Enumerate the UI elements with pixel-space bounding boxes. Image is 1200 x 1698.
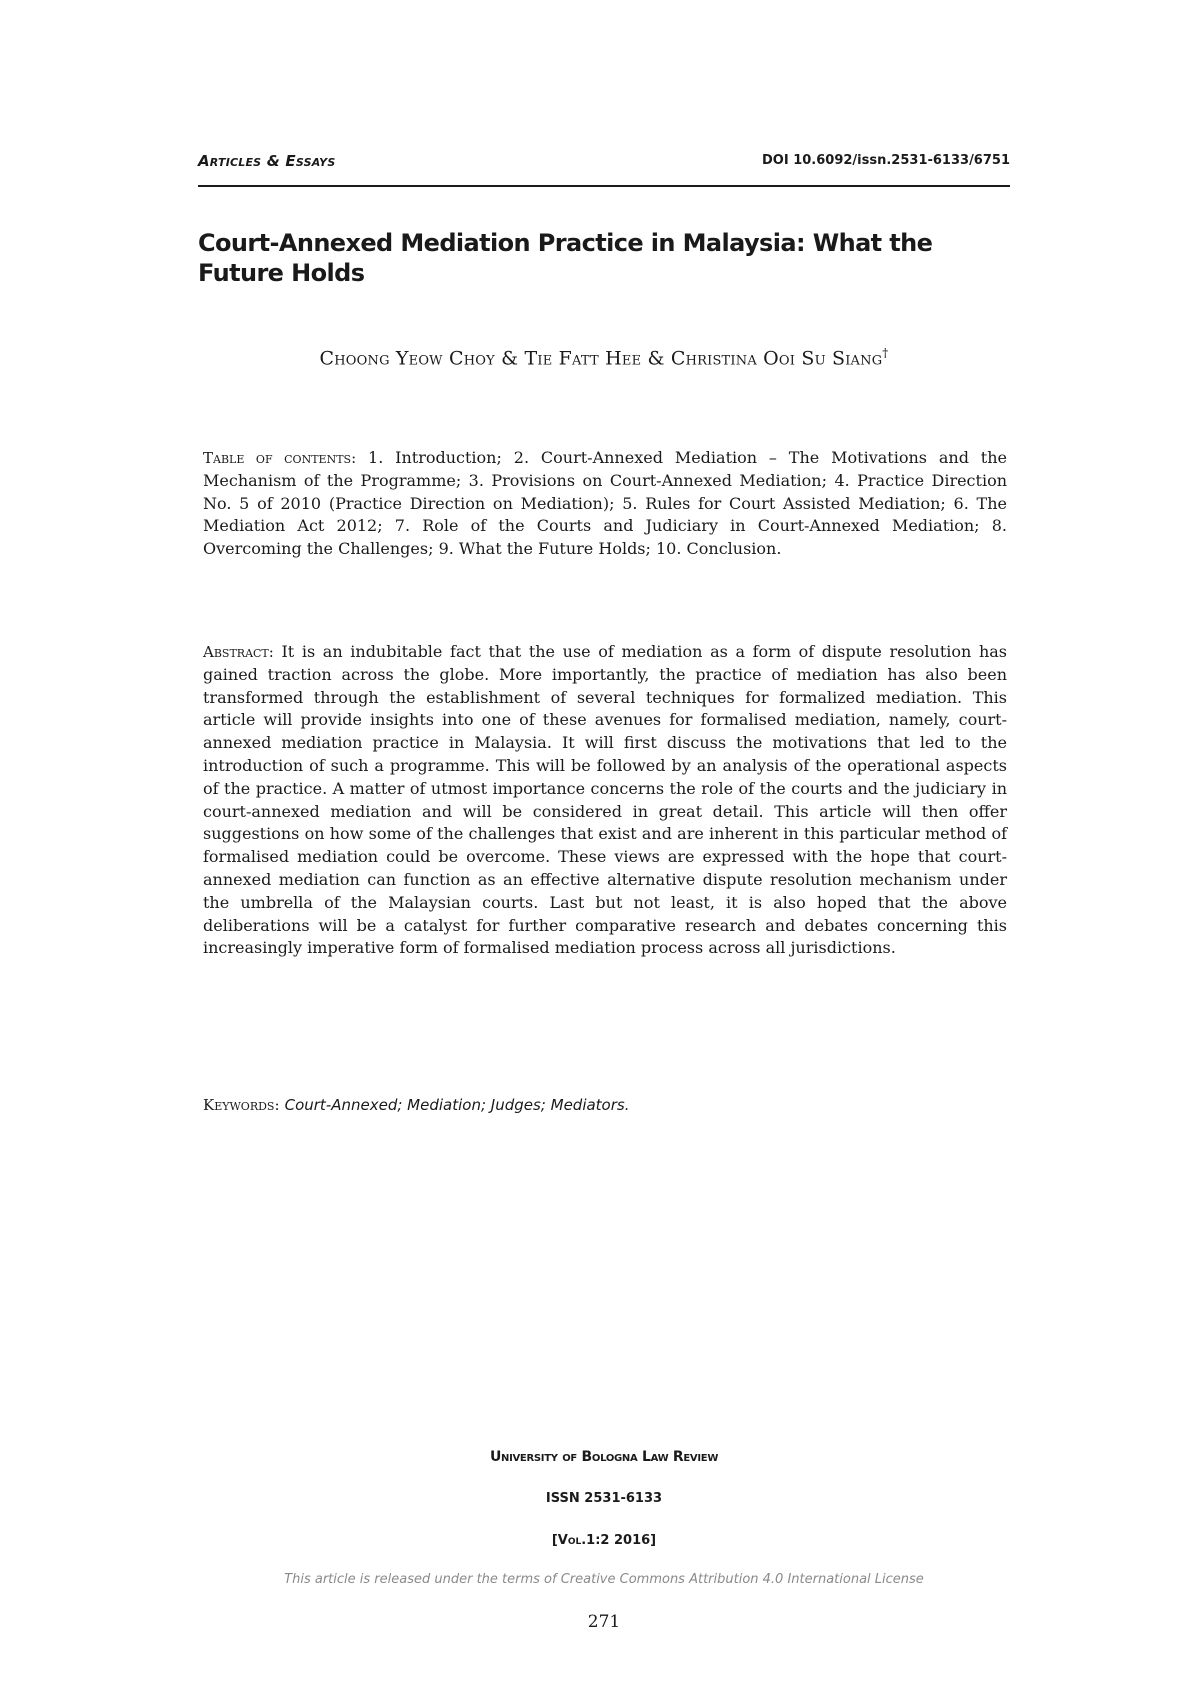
license-notice: This article is released under the terms of Creative Commons Attribution 4.0 International License <box>284 1572 924 1587</box>
abstract <box>203 641 1007 960</box>
keywords-label: Keywords: <box>203 1096 280 1114</box>
table-of-contents <box>203 447 1007 561</box>
article-title: Court-Annexed Mediation Practice in Malaysia: What the Future Holds <box>198 229 933 287</box>
page-number: 271 <box>587 1612 621 1632</box>
section-label: Articles & Essays <box>198 152 336 170</box>
journal-volume: [Vol.1:2 2016] <box>551 1533 657 1548</box>
abstract-text: It is an indubitable fact that the use of mediation as a form of dispute resolution has gained traction across the globe. More importantly, the practice of mediation has also been transformed through the establishment of several techniques for formalized mediation. This article will provide insights into one of these avenues for formalised mediation, namely, court-annexed mediation practice in Malaysia. It will first discuss the motivations that led to the introduction of such a programme. This will be followed by an analysis of the operational aspects of the practice. A matter of utmost importance concerns the role of the courts and the judiciary in court-annexed mediation and will be considered in great detail. This article will then offer suggestions on how some of the challenges that exist and are inherent in this particular method of formalised mediation could be overcome. These views are expressed with the hope that court-annexed mediation can function as an effective alternative dispute resolution mechanism under the umbrella of the Malaysian courts. Last but not least, it is also hoped that the above deliberations will be a catalyst for further comparative research and debates concerning this increasingly imperative form of formalised mediation process across all jurisdictions. <box>203 642 1007 958</box>
abstract-label: Abstract: <box>203 643 274 661</box>
author-line <box>198 346 1010 369</box>
toc-text: 1. Introduction; 2. Court-Annexed Mediation – The Motivations and the Mechanism of the Programme; 3. Provisions on Court-Annexed Mediation; 4. Practice Direction No. 5 of 2010 (Practice Direction on Mediation); 5. Rules for Court Assisted Mediation; 6. The Mediation Act 2012; 7. Role of the Courts and Judiciary in Court-Annexed Mediation; 8. Overcoming the Challenges; 9. What the Future Holds; 10. Conclusion. <box>203 448 1008 559</box>
keywords-values: Court-Annexed; Mediation; Judges; Mediators. <box>284 1096 630 1114</box>
header-divider <box>198 185 1010 187</box>
running-header <box>198 150 1010 180</box>
toc-label: Table of contents: <box>203 449 357 467</box>
author-names: Choong Yeow Choy & Tie Fatt Hee & Christina Ooi Su Siang <box>319 347 883 370</box>
keywords <box>203 1094 1007 1117</box>
journal-name: University of Bologna Law Review <box>489 1449 719 1465</box>
journal-issn: ISSN 2531-6133 <box>545 1491 663 1506</box>
author-footnote-mark[interactable]: † <box>882 346 889 360</box>
doi-link[interactable]: DOI 10.6092/issn.2531-6133/6751 <box>762 153 1010 168</box>
